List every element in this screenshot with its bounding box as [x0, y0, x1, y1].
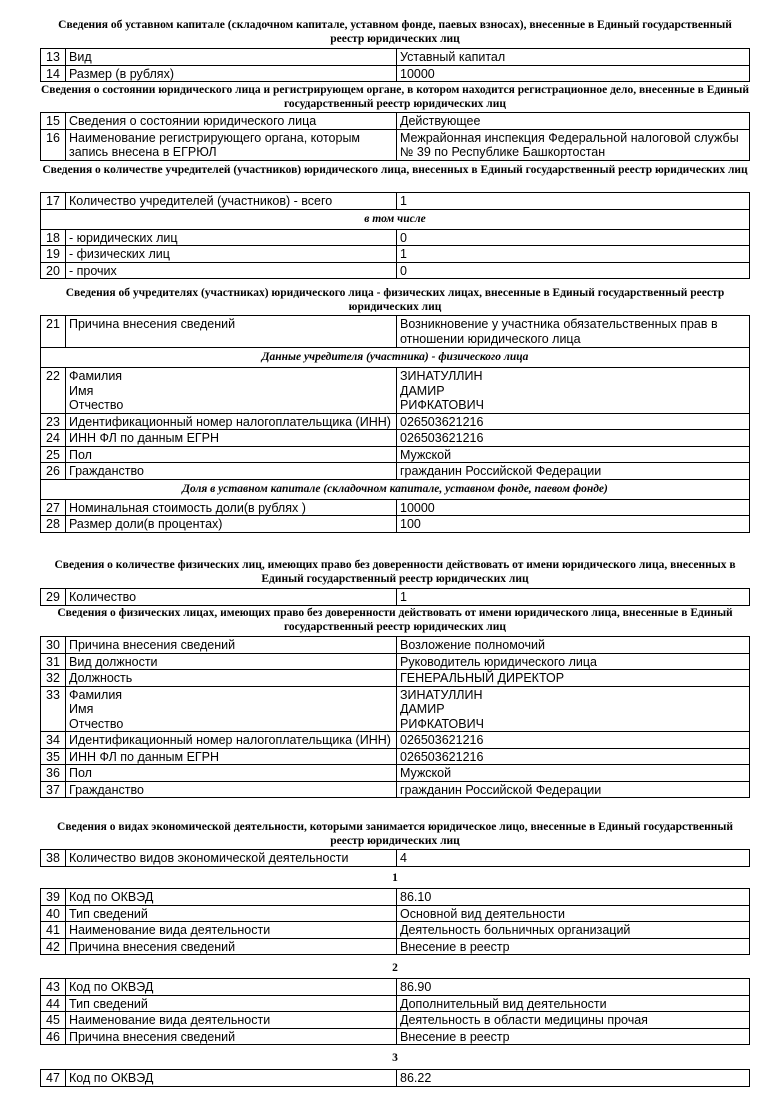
row-label: Вид должности [66, 653, 397, 670]
table-row [41, 499, 750, 516]
row-label: ИНН ФЛ по данным ЕГРН [66, 748, 397, 765]
table-row-subheading [41, 479, 750, 499]
row-label: Гражданство [66, 781, 397, 798]
row-label: Причина внесения сведений [66, 316, 397, 348]
table-row [41, 748, 750, 765]
row-value: 4 [397, 850, 750, 867]
table-row [41, 1028, 750, 1045]
row-number: 26 [41, 463, 66, 480]
section-heading-charter-capital: Сведения об уставном капитале (складочном капитале, уставном фонде, паевых взносах), внесенные в Единый государственный реестр юридических лиц [58, 19, 732, 45]
label-patronymic: Отчество [69, 398, 124, 412]
row-label: Размер (в рублях) [66, 65, 397, 82]
subheading-share: Доля в уставном капитале (складочном капитале, уставном фонде, паевом фонде) [41, 479, 750, 499]
row-number: 19 [41, 246, 66, 263]
row-label-fio [66, 686, 397, 732]
row-value: Действующее [397, 113, 750, 130]
authorized-count-table [40, 588, 750, 606]
label-surname: Фамилия [69, 369, 123, 383]
table-row [41, 686, 750, 732]
section-heading-authorized-count: Сведения о количестве физических лиц, имеющих право без доверенности действовать от имени юридического лица, внесенных в Единый государственный реестр юридических лиц [54, 559, 736, 585]
row-value: 100 [397, 516, 750, 533]
activity-table-3 [40, 1069, 750, 1087]
table-row [41, 193, 750, 210]
table-row [41, 589, 750, 606]
table-row [41, 922, 750, 939]
row-value: ГЕНЕРАЛЬНЫЙ ДИРЕКТОР [397, 670, 750, 687]
row-value: 026503621216 [397, 748, 750, 765]
table-row [41, 781, 750, 798]
value-surname: ЗИНАТУЛЛИН [400, 369, 483, 383]
table-row [41, 1070, 750, 1087]
table-row [41, 368, 750, 414]
row-number: 42 [41, 938, 66, 955]
table-row [41, 430, 750, 447]
row-label: Тип сведений [66, 905, 397, 922]
activity-table-2 [40, 978, 750, 1045]
table-row [41, 413, 750, 430]
row-value: Внесение в реестр [397, 938, 750, 955]
row-number: 41 [41, 922, 66, 939]
row-value-fio [397, 368, 750, 414]
row-label: ИНН ФЛ по данным ЕГРН [66, 430, 397, 447]
table-row [41, 732, 750, 749]
row-label: Вид [66, 49, 397, 66]
row-value: 86.22 [397, 1070, 750, 1087]
row-label: Код по ОКВЭД [66, 1070, 397, 1087]
row-label: Код по ОКВЭД [66, 979, 397, 996]
row-value: 86.90 [397, 979, 750, 996]
row-value: Возложение полномочий [397, 637, 750, 654]
row-value: 10000 [397, 65, 750, 82]
row-label: - прочих [66, 262, 397, 279]
row-number: 13 [41, 49, 66, 66]
row-label: Причина внесения сведений [66, 637, 397, 654]
row-value: Мужской [397, 446, 750, 463]
row-number: 22 [41, 368, 66, 414]
row-value: Деятельность в области медицины прочая [397, 1012, 750, 1029]
row-value: 0 [397, 229, 750, 246]
label-surname: Фамилия [69, 687, 123, 702]
founders-table [40, 315, 750, 533]
row-label: Должность [66, 670, 397, 687]
row-label: Гражданство [66, 463, 397, 480]
row-number: 32 [41, 670, 66, 687]
section-heading-status-registrar: Сведения о состоянии юридического лица и регистрирующем органе, в котором находится регистрационное дело, внесенные в Единый государственный реестр юридических лиц [40, 84, 750, 110]
row-number: 31 [41, 653, 66, 670]
row-number: 20 [41, 262, 66, 279]
row-number: 23 [41, 413, 66, 430]
row-label: Номинальная стоимость доли(в рублях ) [66, 499, 397, 516]
row-value: 1 [397, 193, 750, 210]
status-registrar-table [40, 112, 750, 161]
table-row [41, 65, 750, 82]
value-surname: ЗИНАТУЛЛИН [400, 687, 483, 702]
row-value: гражданин Российской Федерации [397, 463, 750, 480]
row-label: Наименование вида деятельности [66, 922, 397, 939]
row-number: 21 [41, 316, 66, 348]
activity-group-number: 1 [392, 872, 398, 884]
label-name: Имя [69, 383, 94, 398]
row-number: 47 [41, 1070, 66, 1087]
table-row [41, 653, 750, 670]
table-row [41, 1012, 750, 1029]
label-name: Имя [69, 702, 94, 716]
row-number: 46 [41, 1028, 66, 1045]
label-patronymic: Отчество [69, 716, 124, 731]
activity-group-number: 3 [392, 1052, 398, 1064]
table-row [41, 979, 750, 996]
row-value: гражданин Российской Федерации [397, 781, 750, 798]
row-label: Количество видов экономической деятельности [66, 850, 397, 867]
section-heading-founders: Сведения об учредителях (участниках) юридического лица - физических лицах, внесенные в Единый государственный реестр юридических лиц [65, 287, 725, 313]
table-row [41, 113, 750, 130]
table-row-subheading [41, 348, 750, 368]
table-row [41, 889, 750, 906]
row-number: 15 [41, 113, 66, 130]
row-number: 43 [41, 979, 66, 996]
row-value: 026503621216 [397, 732, 750, 749]
row-number: 24 [41, 430, 66, 447]
row-value: 0 [397, 262, 750, 279]
subheading-founder-data: Данные учредителя (участника) - физического лица [41, 348, 750, 368]
value-name: ДАМИР [400, 702, 445, 716]
row-value: Дополнительный вид деятельности [397, 995, 750, 1012]
row-number: 17 [41, 193, 66, 210]
row-number: 28 [41, 516, 66, 533]
row-label: Причина внесения сведений [66, 1028, 397, 1045]
row-value: 026503621216 [397, 430, 750, 447]
table-row [41, 938, 750, 955]
value-name: ДАМИР [400, 383, 445, 398]
row-number: 14 [41, 65, 66, 82]
table-row [41, 637, 750, 654]
section-heading-founders-count: Сведения о количестве учредителей (участников) юридического лица, внесенных в Единый государственный реестр юридических лиц [42, 164, 748, 176]
row-label: Идентификационный номер налогоплательщика (ИНН) [66, 732, 397, 749]
row-number: 40 [41, 905, 66, 922]
row-number: 30 [41, 637, 66, 654]
value-patronymic: РИФКАТОВИЧ [400, 398, 484, 412]
row-number: 44 [41, 995, 66, 1012]
row-number: 16 [41, 129, 66, 160]
row-value: Внесение в реестр [397, 1028, 750, 1045]
row-number: 39 [41, 889, 66, 906]
row-label: Пол [66, 446, 397, 463]
row-value: Руководитель юридического лица [397, 653, 750, 670]
row-label: Количество [66, 589, 397, 606]
table-row [41, 316, 750, 348]
row-number: 18 [41, 229, 66, 246]
row-number: 36 [41, 765, 66, 782]
activity-group-number: 2 [392, 962, 398, 974]
row-value: Мужской [397, 765, 750, 782]
activity-table-1 [40, 888, 750, 955]
table-row [41, 463, 750, 480]
table-row [41, 129, 750, 160]
row-value: 1 [397, 589, 750, 606]
subheading-in-total: в том числе [41, 209, 750, 229]
row-label: Наименование регистрирующего органа, которым запись внесена в ЕГРЮЛ [66, 129, 397, 160]
row-value: Межрайонная инспекция Федеральной налоговой службы № 39 по Республике Башкортостан [397, 129, 750, 160]
row-label-fio [66, 368, 397, 414]
row-label: Код по ОКВЭД [66, 889, 397, 906]
row-label: Тип сведений [66, 995, 397, 1012]
table-row [41, 49, 750, 66]
row-label: - юридических лиц [66, 229, 397, 246]
table-row [41, 229, 750, 246]
table-row [41, 516, 750, 533]
table-row [41, 246, 750, 263]
row-value: 86.10 [397, 889, 750, 906]
row-number: 29 [41, 589, 66, 606]
row-number: 27 [41, 499, 66, 516]
section-heading-authorized-persons: Сведения о физических лицах, имеющих право без доверенности действовать от имени юридического лица, внесенные в Единый государственный реестр юридических лиц [57, 607, 733, 633]
row-label: - физических лиц [66, 246, 397, 263]
row-value: 026503621216 [397, 413, 750, 430]
row-number: 37 [41, 781, 66, 798]
row-label: Размер доли(в процентах) [66, 516, 397, 533]
table-row [41, 262, 750, 279]
row-label: Количество учредителей (участников) - всего [66, 193, 397, 210]
row-value-fio [397, 686, 750, 732]
table-row [41, 446, 750, 463]
founders-count-table [40, 192, 750, 279]
row-value: Основной вид деятельности [397, 905, 750, 922]
row-label: Идентификационный номер налогоплательщика (ИНН) [66, 413, 397, 430]
row-number: 25 [41, 446, 66, 463]
row-value: 10000 [397, 499, 750, 516]
table-row [41, 995, 750, 1012]
table-row [41, 850, 750, 867]
charter-capital-table [40, 48, 750, 82]
row-number: 35 [41, 748, 66, 765]
row-number: 33 [41, 686, 66, 732]
table-row [41, 765, 750, 782]
table-row [41, 670, 750, 687]
row-value: 1 [397, 246, 750, 263]
authorized-persons-table [40, 636, 750, 798]
section-heading-activities: Сведения о видах экономической деятельности, которыми занимается юридическое лицо, внесенные в Единый государственный реестр юридических лиц [57, 821, 733, 847]
table-row [41, 905, 750, 922]
row-label: Пол [66, 765, 397, 782]
row-value: Деятельность больничных организаций [397, 922, 750, 939]
row-number: 34 [41, 732, 66, 749]
row-value: Уставный капитал [397, 49, 750, 66]
activities-count-table [40, 849, 750, 867]
value-patronymic: РИФКАТОВИЧ [400, 716, 484, 731]
row-label: Наименование вида деятельности [66, 1012, 397, 1029]
row-number: 38 [41, 850, 66, 867]
row-value: Возникновение у участника обязательственных прав в отношении юридического лица [397, 316, 750, 348]
row-number: 45 [41, 1012, 66, 1029]
table-row-subheading [41, 209, 750, 229]
row-label: Сведения о состоянии юридического лица [66, 113, 397, 130]
row-label: Причина внесения сведений [66, 938, 397, 955]
